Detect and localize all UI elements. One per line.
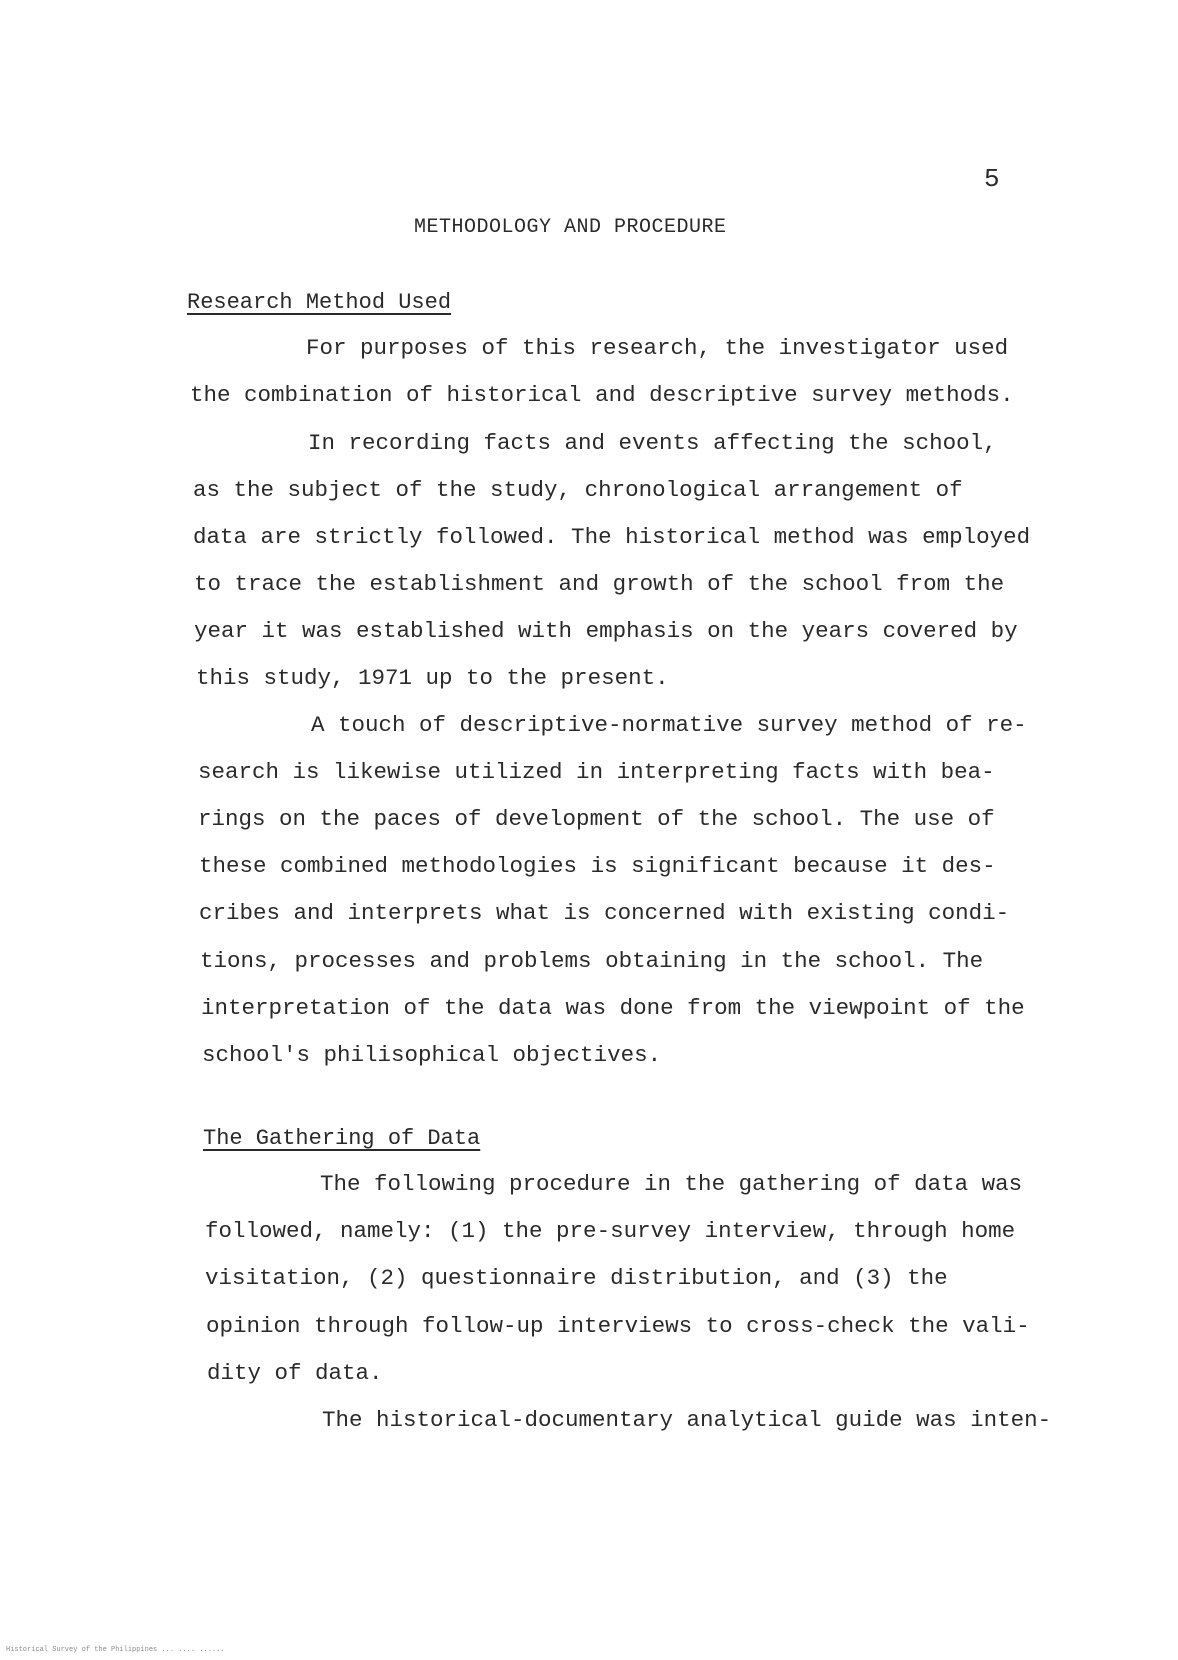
- paragraph-line: interpretation of the data was done from the viewpoint of the: [201, 995, 1025, 1021]
- paragraph-line: search is likewise utilized in interpreting facts with bea-: [198, 759, 995, 785]
- paragraph-line: the combination of historical and descriptive survey methods.: [190, 382, 1014, 408]
- paragraph-line: A touch of descriptive-normative survey method of re-: [311, 712, 1027, 738]
- paragraph-line: dity of data.: [207, 1360, 383, 1386]
- footer-text: Historical Survey of the Philippines ... .... ......: [6, 1646, 225, 1654]
- paragraph-line: visitation, (2) questionnaire distribution, and (3) the: [205, 1265, 948, 1291]
- paragraph-line: opinion through follow-up interviews to cross-check the vali-: [206, 1313, 1030, 1339]
- paragraph-line: to trace the establishment and growth of the school from the: [194, 571, 1005, 597]
- paragraph-line: these combined methodologies is significant because it des-: [199, 853, 996, 879]
- paragraph-line: cribes and interprets what is concerned with existing condi-: [199, 900, 1010, 926]
- paragraph-line: year it was established with emphasis on the years covered by: [194, 618, 1018, 644]
- paragraph-line: followed, namely: (1) the pre-survey interview, through home: [205, 1218, 1016, 1244]
- section-heading-gathering-of-data: The Gathering of Data: [203, 1126, 481, 1151]
- paragraph-line: school's philisophical objectives.: [202, 1042, 662, 1068]
- paragraph-line: as the subject of the study, chronological arrangement of: [193, 477, 963, 503]
- paragraph-line: rings on the paces of development of the school. The use of: [198, 806, 995, 832]
- section-heading-research-method: Research Method Used: [187, 290, 452, 315]
- paragraph-line: tions, processes and problems obtaining in the school. The: [200, 948, 984, 974]
- paragraph-line: For purposes of this research, the investigator used: [306, 335, 1009, 361]
- page-title: METHODOLOGY AND PROCEDURE: [414, 216, 727, 239]
- paragraph-line: The following procedure in the gathering of data was: [320, 1171, 1023, 1197]
- page-number: 5: [984, 164, 1000, 194]
- paragraph-line: data are strictly followed. The historical method was employed: [193, 524, 1031, 550]
- paragraph-line: In recording facts and events affecting the school,: [308, 430, 997, 456]
- paragraph-line: this study, 1971 up to the present.: [196, 665, 669, 691]
- paragraph-line: The historical-documentary analytical guide was inten-: [322, 1407, 1052, 1433]
